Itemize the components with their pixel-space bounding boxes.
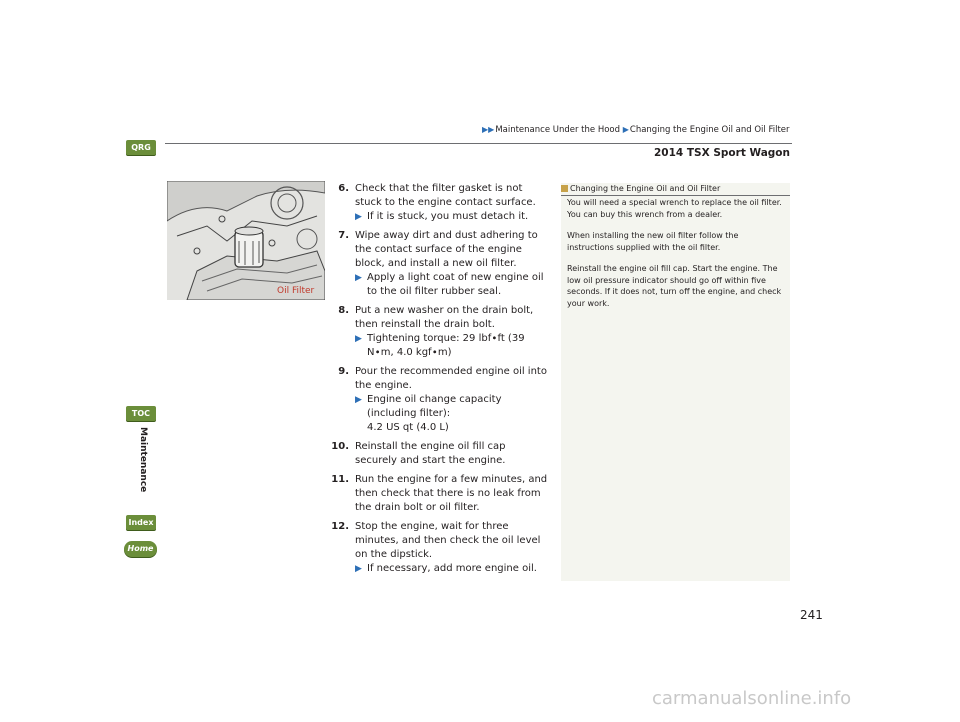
header-rule (165, 143, 792, 144)
toc-button[interactable]: TOC (126, 406, 156, 421)
note-paragraph: When installing the new oil filter follow the instructions supplied with the oil filter. (567, 231, 739, 252)
step-text: Check that the filter gasket is not stuck to the engine contact surface. (355, 183, 536, 208)
step-6 (310, 182, 550, 224)
step-text: Wipe away dirt and dust adhering to the contact surface of the engine block, and install a new oil filter. (355, 230, 538, 269)
step-text: Pour the recommended engine oil into the engine. (355, 366, 547, 391)
step-note (355, 210, 550, 224)
breadcrumb (482, 125, 790, 135)
step-text: Reinstall the engine oil fill cap securely and start the engine. (355, 441, 506, 466)
step-note (355, 393, 550, 435)
step-note (355, 332, 550, 360)
step-text: Run the engine for a few minutes, and then check that there is no leak from the drain bolt or oil filter. (355, 474, 548, 513)
model-title: 2014 TSX Sport Wagon (654, 147, 790, 159)
engine-drawing-icon (167, 181, 325, 300)
step-number: 12. (331, 521, 349, 532)
index-button[interactable]: Index (126, 515, 156, 530)
step-note (355, 562, 550, 576)
watermark: carmanualsonline.info (652, 688, 852, 709)
home-button[interactable]: Home (124, 541, 157, 557)
step-12 (310, 520, 550, 576)
step-7 (310, 229, 550, 299)
note-paragraph: Reinstall the engine oil fill cap. Start the engine. The low oil pressure indicator should go off within five seconds. If it does not, turn off the engine, and check your work. (567, 264, 782, 308)
step-number: 8. (338, 305, 349, 316)
step-note-text: Tightening torque: 29 lbf∙ft (39 N∙m, 4.0 kgf∙m) (367, 333, 525, 358)
notes-sidebar (561, 183, 790, 581)
qrg-button[interactable]: QRG (126, 140, 156, 155)
step-8 (310, 304, 550, 360)
step-number: 10. (331, 441, 349, 452)
section-tab-maintenance: Maintenance (138, 427, 148, 493)
page-number: 241 (800, 608, 823, 622)
step-note-text: Apply a light coat of new engine oil to the oil filter rubber seal. (367, 272, 544, 297)
step-note-text: Engine oil change capacity (including filter): (367, 394, 502, 419)
note-paragraph: You will need a special wrench to replace the oil filter. You can buy this wrench from a dealer. (567, 198, 782, 219)
oil-filter-callout: Oil Filter (277, 286, 315, 296)
step-11 (310, 473, 550, 515)
notes-heading-text: Changing the Engine Oil and Oil Filter (570, 184, 721, 193)
arrow-right-icon: ▶ (355, 395, 362, 405)
step-note-value: 4.2 US qt (4.0 L) (367, 422, 449, 433)
step-text: Stop the engine, wait for three minutes, and then check the oil level on the dipstick. (355, 521, 541, 560)
arrow-right-icon: ▶ (355, 564, 362, 574)
step-9 (310, 365, 550, 435)
arrow-right-icon: ▶ (355, 212, 362, 222)
step-note-text: If it is stuck, you must detach it. (367, 211, 529, 222)
triangle-right-icon: ▶▶ (482, 125, 495, 134)
procedure-steps (310, 182, 550, 581)
step-text: Put a new washer on the drain bolt, then reinstall the drain bolt. (355, 305, 534, 330)
oil-filter-illustration (167, 181, 325, 300)
note-marker-icon (561, 185, 568, 192)
step-number: 9. (338, 366, 349, 377)
step-note (355, 271, 550, 299)
step-number: 11. (331, 474, 349, 485)
notes-heading (561, 183, 790, 196)
step-10 (310, 440, 550, 468)
step-number: 7. (338, 230, 349, 241)
breadcrumb-part-2: Changing the Engine Oil and Oil Filter (629, 125, 790, 135)
arrow-right-icon: ▶ (355, 273, 362, 283)
breadcrumb-part-1: Maintenance Under the Hood (495, 125, 621, 135)
triangle-right-icon: ▶ (622, 125, 629, 134)
notes-body (567, 197, 782, 319)
step-number: 6. (338, 183, 349, 194)
arrow-right-icon: ▶ (355, 334, 362, 344)
step-note-text: If necessary, add more engine oil. (367, 563, 537, 574)
